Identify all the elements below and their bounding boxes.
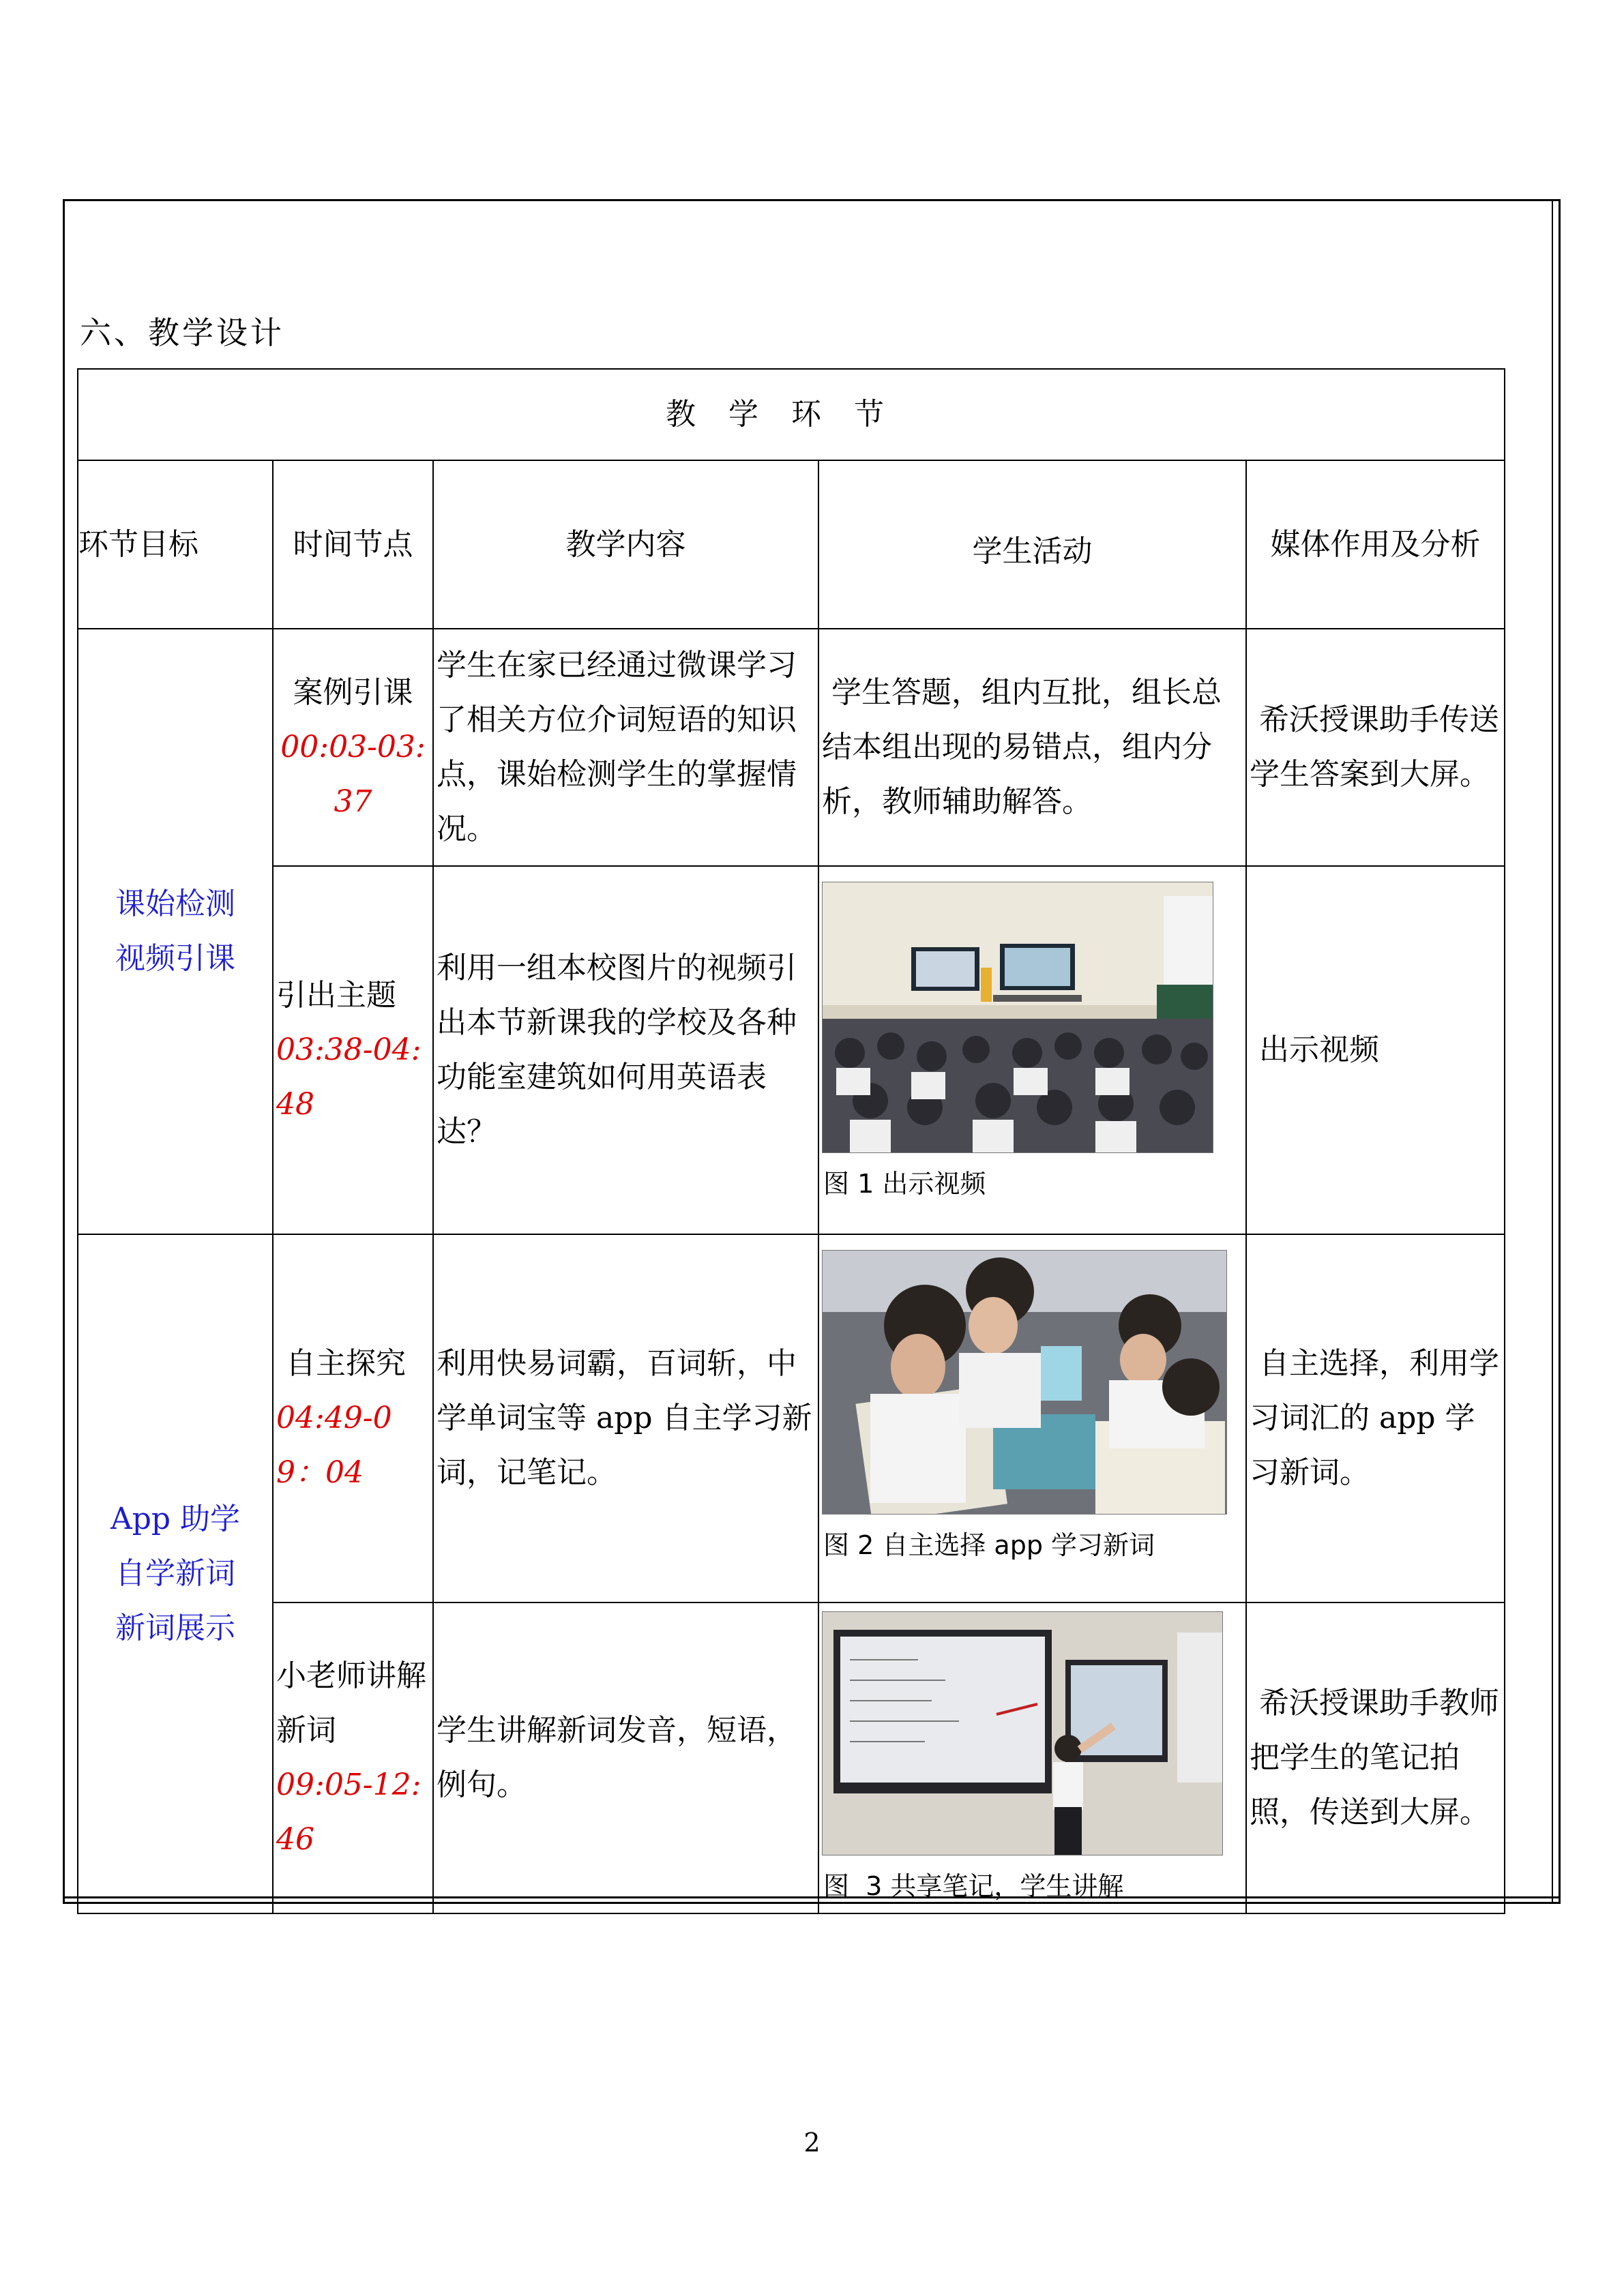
time-code: 04:49-09：04	[276, 1401, 392, 1490]
time-cell	[273, 866, 433, 1234]
student-presenting-photo	[822, 1611, 1223, 1855]
content-cell: 学生在家已经通过微课学习了相关方位介词短语的知识点，课始检测学生的掌握情况。	[433, 629, 818, 866]
column-header-activity: 学生活动	[818, 460, 1246, 629]
activity-cell	[818, 1234, 1246, 1602]
goal-line: 课始检测	[115, 886, 235, 921]
time-cell	[273, 1602, 433, 1913]
content-cell: 学生讲解新词发音，短语，例句。	[433, 1602, 818, 1913]
page-number: 2	[803, 2128, 821, 2158]
time-code: 00:03-03:37	[280, 730, 426, 819]
page-border-inner-line	[1552, 201, 1553, 1902]
section-title: 六、教学设计	[80, 314, 284, 351]
goal-line: App 助学	[110, 1502, 241, 1536]
figure-caption: 图 1 出示视频	[823, 1169, 986, 1199]
media-cell: 希沃授课助手教师把学生的笔记拍照，传送到大屏。	[1246, 1602, 1505, 1913]
content-cell: 利用快易词霸，百词斩，中学单词宝等 app 自主学习新词，记笔记。	[433, 1234, 818, 1602]
column-header-time: 时间节点	[273, 460, 433, 629]
table-row	[78, 629, 1505, 866]
activity-cell	[818, 866, 1246, 1234]
time-label: 引出主题	[276, 978, 396, 1013]
time-cell	[273, 629, 433, 866]
figure-caption: 图 3 共享笔记，学生讲解	[823, 1871, 1124, 1901]
time-label: 自主探究	[276, 1346, 406, 1381]
content-cell: 利用一组本校图片的视频引出本节新课我的学校及各种功能室建筑如何用英语表达？	[433, 866, 818, 1234]
column-header-media: 媒体作用及分析	[1246, 460, 1505, 629]
table-row	[78, 1602, 1505, 1913]
classroom-video-photo	[822, 882, 1213, 1153]
media-cell: 希沃授课助手传送学生答案到大屏。	[1246, 629, 1505, 866]
goal-line: 视频引课	[115, 941, 235, 976]
figure-caption: 图 2 自主选择 app 学习新词	[823, 1530, 1155, 1560]
table-row	[78, 1234, 1505, 1602]
activity-cell	[818, 1602, 1246, 1913]
goal-line: 新词展示	[115, 1611, 235, 1645]
goal-cell	[78, 1234, 273, 1913]
time-label: 小老师讲解新词	[276, 1658, 426, 1748]
table-row	[78, 866, 1505, 1234]
media-cell: 自主选择，利用学习词汇的 app 学习新词。	[1246, 1234, 1505, 1602]
students-using-app-photo	[822, 1250, 1227, 1515]
time-cell	[273, 1234, 433, 1602]
column-header-content: 教学内容	[433, 460, 818, 629]
table-header: 教学环节	[78, 369, 1505, 460]
teaching-design-table	[77, 368, 1505, 1914]
time-code: 03:38-04:48	[276, 1032, 422, 1122]
goal-cell	[78, 629, 273, 1234]
time-code: 09:05-12:46	[276, 1768, 422, 1857]
time-label: 案例引课	[293, 675, 413, 710]
activity-cell: 学生答题，组内互批，组长总结本组出现的易错点，组内分析，教师辅助解答。	[818, 629, 1246, 866]
column-header-goal: 环节目标	[78, 460, 273, 629]
goal-line: 自学新词	[115, 1556, 235, 1591]
media-cell: 出示视频	[1246, 866, 1505, 1234]
